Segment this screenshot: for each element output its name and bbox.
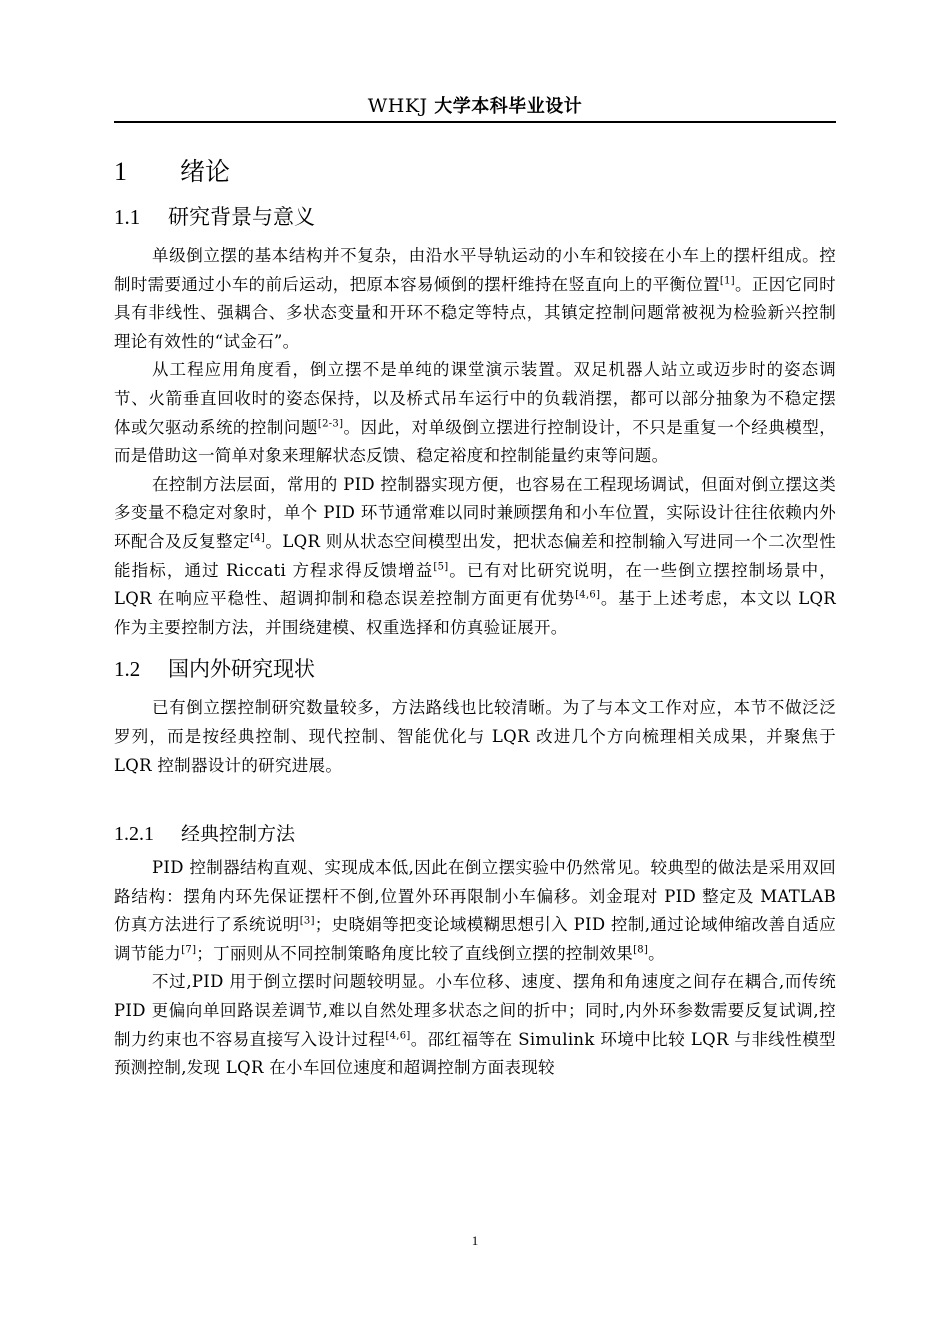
paragraph-text: 。正因它同时具有非线性、强耦合、多状态变量和开环不稳定等特点，其镇定控制问题常被视为检验新兴控制理论有效性的“试金石”。 [114, 274, 836, 351]
body-paragraph [114, 356, 836, 470]
paragraph-text: PID 控制器结构直观、实现成本低,因此在倒立摆实验中仍然常见。较典型的做法是采用双回路结构：摆角内环先保证摆杆不倒,位置外环再限制小车偏移。刘金琨对 PID 整定及 MATLAB 仿真方法进行了系统说明 [114, 858, 836, 935]
section-heading [114, 198, 836, 236]
body-paragraph [114, 854, 836, 968]
body-paragraph [114, 694, 836, 780]
paragraph-text: ；丁丽则从不同控制策略角度比较了直线倒立摆的控制效果 [196, 943, 634, 963]
body-paragraph [114, 968, 836, 1082]
section-number: 1.1 [114, 205, 141, 229]
body-paragraph [114, 471, 836, 643]
paragraph-text: 。LQR 则从状态空间模型出发，把状态偏差和控制输入写进同一个二次型性能指标，通过 Riccati 方程求得反馈增益 [114, 531, 836, 580]
section-heading [114, 650, 836, 688]
paragraph-text: 。邵红福等在 Simulink 环境中比较 LQR 与非线性模型预测控制,发现 LQR 在小车回位速度和超调控制方面表现较 [114, 1029, 836, 1078]
section-number: 1.2 [114, 657, 141, 682]
body-paragraph [114, 242, 836, 356]
subsection-heading [114, 818, 836, 850]
paragraph-text: 。因此，对单级倒立摆进行控制设计，不只是重复一个经典模型，而是借助这一简单对象来理解状态反馈、稳定裕度和控制能量约束等问题。 [114, 417, 837, 466]
paragraph-text: 不过,PID 用于倒立摆时问题较明显。小车位移、速度、摆角和角速度之间存在耦合,而传统 PID 更偏向单回路误差调节,难以自然处理多状态之间的折中；同时,内外环参数需要反复试调,控制力约束也不容易直接写入设计过程 [114, 972, 836, 1049]
subsection-number: 1.2.1 [114, 823, 154, 846]
citation-ref: [2-3] [317, 418, 344, 430]
paragraph-text: 从工程应用角度看，倒立摆不是单纯的课堂演示装置。双足机器人站立或迈步时的姿态调节、火箭垂直回收时的姿态保持，以及桥式吊车运行中的负载消摆，都可以部分抽象为不稳定摆体或欠驱动系统的控制问题 [114, 360, 836, 437]
paragraph-text: 。已有对比研究说明，在一些倒立摆控制场景中，LQR 在响应平稳性、超调抑制和稳态误差控制方面更有优势 [114, 560, 836, 609]
header-rule [114, 121, 836, 123]
citation-ref: [4,6] [575, 589, 601, 601]
paragraph-text: ；史晓娟等把变论域模糊思想引入 PID 控制,通过论域伸缩改善自适应调节能力 [114, 915, 836, 963]
header-title: 大学本科毕业设计 [434, 96, 583, 117]
section-spacer [114, 780, 836, 818]
page-header [114, 94, 836, 119]
document-body [114, 150, 836, 1083]
citation-ref: [3] [299, 915, 315, 927]
paragraph-text: 单级倒立摆的基本结构并不复杂，由沿水平导轨运动的小车和铰接在小车上的摆杆组成。控制时需要通过小车的前后运动，把原本容易倾倒的摆杆维持在竖直向上的平衡位置 [114, 246, 836, 294]
paragraph-text: 在控制方法层面，常用的 PID 控制器实现方便，也容易在工程现场调试，但面对倒立摆这类多变量不稳定对象时，单个 PID 环节通常难以同时兼顾摆角和小车位置，实际设计往往依赖内外环配合及反复整定 [114, 474, 836, 551]
citation-ref: [5] [433, 561, 449, 573]
citation-ref: [7] [181, 944, 197, 956]
citation-ref: [4,6] [385, 1030, 411, 1042]
citation-ref: [4] [250, 532, 266, 544]
header-prefix: WHKJ [367, 95, 435, 117]
chapter-heading [114, 150, 836, 194]
chapter-title: 绪论 [180, 157, 231, 186]
document-page [114, 0, 836, 1344]
page-number: 1 [471, 1233, 479, 1248]
paragraph-text: 。基于上述考虑，本文以 LQR 作为主要控制方法，并围绕建模、权重选择和仿真验证展开。 [114, 589, 836, 637]
subsection-title: 经典控制方法 [181, 823, 296, 846]
paragraph-text: 。 [648, 943, 665, 963]
citation-ref: [1] [719, 275, 735, 287]
chapter-number: 1 [114, 157, 127, 186]
section-title: 研究背景与意义 [168, 205, 315, 229]
section-title: 国内外研究现状 [168, 657, 315, 682]
citation-ref: [8] [633, 944, 649, 956]
paragraph-text: 已有倒立摆控制研究数量较多，方法路线也比较清晰。为了与本文工作对应，本节不做泛泛罗列，而是按经典控制、现代控制、智能优化与 LQR 改进几个方向梳理相关成果，并聚焦于 LQR 控制器设计的研究进展。 [114, 698, 836, 775]
